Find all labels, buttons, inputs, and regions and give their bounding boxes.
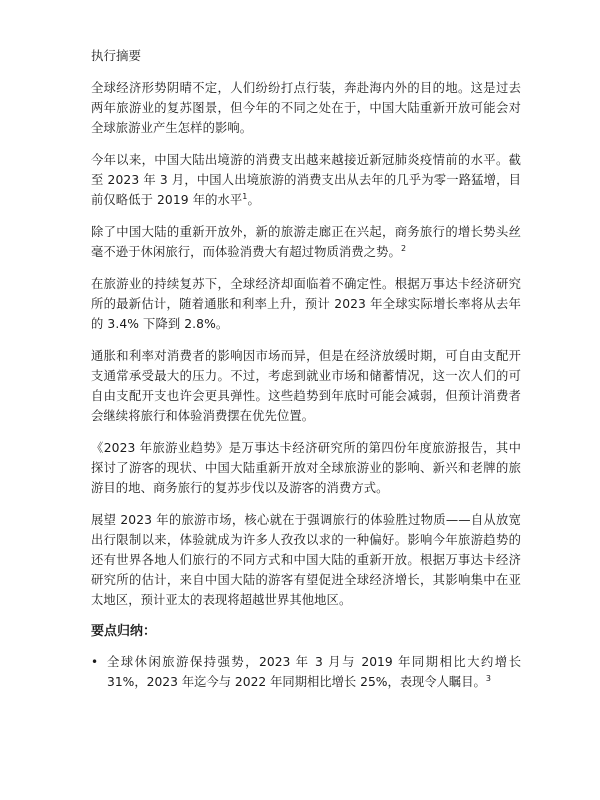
- list-item-text: 全球休闲旅游保持强势，2023 年 3 月与 2019 年同期相比大约增长 31%，2023 年迄今与 2022 年同期相比增长 25%，表现令人瞩目。: [107, 655, 521, 689]
- paragraph-2-text: 今年以来，中国大陆出境游的消费支出越来越接近新冠肺炎疫情前的水平。截至 2023 年 3 月，中国人出境旅游的消费支出从去年的几乎为零一路猛增，目前仅略低于 2019 年的水平: [91, 153, 521, 207]
- key-takeaways-heading: 要点归纳：: [91, 624, 157, 639]
- paragraph-2: 今年以来，中国大陆出境游的消费支出越来越接近新冠肺炎疫情前的水平。截至 2023 年 3 月，中国人出境旅游的消费支出从去年的几乎为零一路猛增，目前仅略低于 2019 年的水平$^1$。: [91, 153, 521, 207]
- key-takeaways-list: [91, 652, 521, 692]
- footnote-ref-2[interactable]: 2: [400, 243, 407, 253]
- paragraph-4: 在旅游业的持续复苏下，全球经济却面临着不确定性。根据万事达卡经济研究所的最新估计，随着通胀和利率上升，预计 2023 年全球实际增长率将从去年的 3.4% 下降到 2.8%。: [91, 277, 521, 331]
- footnote-ref-1[interactable]: 1: [242, 191, 248, 201]
- section-title: 执行摘要: [91, 48, 142, 63]
- paragraph-5: 通胀和利率对消费者的影响因市场而异，但是在经济放缓时期，可自由支配开支通常承受最大的压力。不过，考虑到就业市场和储蓄情况，这一次人们的可自由支配开支也许会更具弹性。这些趋势到年底时可能会减弱，但预计消费者会继续将旅行和体验消费摆在优先位置。: [91, 349, 521, 423]
- paragraph-6: 《2023 年旅游业趋势》是万事达卡经济研究所的第四份年度旅游报告，其中探讨了游客的现状、中国大陆重新开放对全球旅游业的影响、新兴和老牌的旅游目的地、商务旅行的复苏步伐以及游客的消费方式。: [91, 441, 521, 495]
- footnote-ref-3[interactable]: 3: [485, 673, 491, 683]
- document-page: [91, 46, 521, 692]
- bullet-icon: •: [91, 655, 99, 669]
- paragraph-3: [91, 222, 521, 262]
- list-item: [91, 652, 521, 692]
- paragraph-3-text: 除了中国大陆的重新开放外，新的旅游走廊正在兴起，商务旅行的增长势头丝毫不逊于休闲旅行，而体验消费大有超过物质消费之势。: [91, 225, 521, 259]
- paragraph-7: 展望 2023 年的旅游市场，核心就在于强调旅行的体验胜过物质——自从放宽出行限制以来，体验就成为许多人孜孜以求的一种偏好。影响今年旅游趋势的还有世界各地人们旅行的不同方式和中国大陆的重新开放。根据万事达卡经济研究所的估计，来自中国大陆的游客有望促进全球经济增长，其影响集中在亚太地区，预计亚太的表现将超越世界其他地区。: [91, 513, 521, 607]
- paragraph-1: 全球经济形势阴晴不定，人们纷纷打点行装，奔赴海内外的目的地。这是过去两年旅游业的复苏图景，但今年的不同之处在于，中国大陆重新开放可能会对全球旅游业产生怎样的影响。: [91, 81, 521, 135]
